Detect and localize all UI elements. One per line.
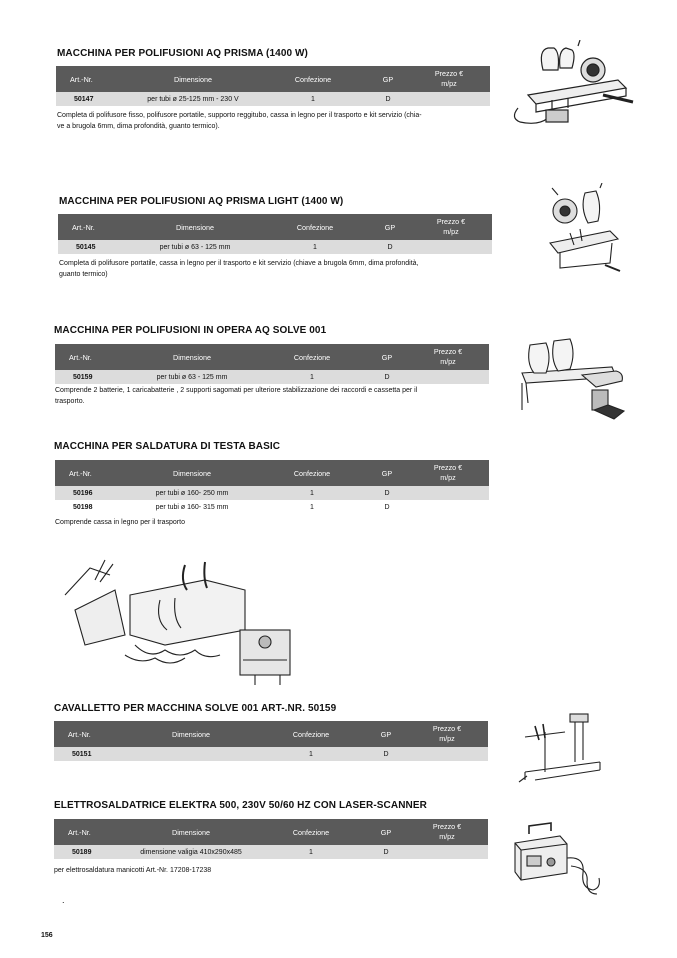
cell-gp: D [367,486,407,500]
table-row [55,370,489,384]
section-title: MACCHINA PER POLIFUSIONI AQ PRISMA (1400 W) [57,48,308,59]
section-description [59,259,419,280]
col-art: Art.-Nr. [54,819,126,845]
col-gp: GP [368,66,408,92]
desc-line: Completa di polifusore portatile, cassa in legno per il trasporto e kit servizio (chiave a brugola 6mm, dima profondità, [59,260,419,267]
cell-price [406,845,488,859]
cell-price [407,486,489,500]
table-header [56,66,490,92]
col-package: Confezione [257,460,367,486]
table-header [54,819,488,845]
section-description [55,518,185,529]
table-row [54,747,488,761]
col-dimension: Dimensione [126,721,256,747]
table-header [54,721,488,747]
product-table-solve-001 [55,344,489,384]
section-title: CAVALLETTO PER MACCHINA SOLVE 001 ART-.NR. 50159 [54,703,337,714]
product-table-prisma [56,66,490,106]
col-price: Prezzo € m/pz [407,344,489,370]
elektra-500-image [505,818,605,896]
col-dimension: Dimensione [127,460,257,486]
col-gp: GP [367,460,407,486]
product-table-butt-welding [55,460,489,514]
table-row [56,92,490,106]
table-row [55,500,489,514]
col-art: Art.-Nr. [55,344,127,370]
page-number: 156 [41,932,53,939]
col-package: Confezione [257,344,367,370]
col-gp: GP [366,819,406,845]
desc-line: Comprende 2 batterie, 1 caricabatterie , 2 supporti sagomati per ulteriore stabilizzazione dei raccordi e cassetta per il [55,387,418,394]
desc-line: guanto termico) [59,270,108,278]
col-package: Confezione [258,66,368,92]
cell-package: 1 [256,845,366,859]
table-row [54,845,488,859]
cell-package: 1 [257,370,367,384]
cell-price [407,500,489,514]
col-dimension: Dimensione [126,819,256,845]
section-title: MACCHINA PER POLIFUSIONI AQ PRISMA LIGHT (1400 W) [59,196,344,207]
cell-price [410,240,492,254]
cell-gp: D [366,747,406,761]
butt-welding-machine-image [55,550,300,700]
col-art: Art.-Nr. [55,460,127,486]
table-row [55,486,489,500]
cell-package: 1 [257,486,367,500]
prisma-light-machine-image [540,183,625,278]
col-dimension: Dimensione [127,344,257,370]
col-package: Confezione [256,819,366,845]
cell-dimension: per tubi ø 63 - 125 mm [127,370,257,384]
col-price: Prezzo € m/pz [410,214,492,240]
col-package: Confezione [256,721,366,747]
col-price: Prezzo € m/pz [407,460,489,486]
cell-dimension: per tubi ø 25-125 mm - 230 V [128,92,258,106]
product-table-elektra-500 [54,819,488,859]
cell-gp: D [368,92,408,106]
desc-line: Completa di polifusore fisso, polifusore portatile, supporto reggitubo, cassa in legno per il trasporto e kit servizio (chia- [57,112,422,119]
cell-package: 1 [256,747,366,761]
product-table-prisma-light [58,214,492,254]
desc-line: ve a brugola 6mm, dima profondità, guanto termico). [57,122,220,130]
cell-art: 50147 [56,92,128,106]
col-price: Prezzo € m/pz [406,819,488,845]
col-price: Prezzo € m/pz [408,66,490,92]
col-price: Prezzo € m/pz [406,721,488,747]
stray-mark: . [62,895,65,905]
cell-art: 50189 [54,845,126,859]
cell-art: 50196 [55,486,127,500]
cell-dimension: dimensione valigia 410x290x485 [126,845,256,859]
col-gp: GP [367,344,407,370]
section-title: MACCHINA PER SALDATURA DI TESTA BASIC [54,441,281,452]
table-header [58,214,492,240]
col-art: Art.-Nr. [56,66,128,92]
solve-001-machine-image [512,335,632,430]
section-description [54,866,211,877]
cell-dimension [126,747,256,761]
cell-gp: D [367,500,407,514]
table-header [55,344,489,370]
cell-price [406,747,488,761]
product-table-stand [54,721,488,761]
cell-price [408,92,490,106]
cell-package: 1 [260,240,370,254]
col-dimension: Dimensione [130,214,260,240]
col-dimension: Dimensione [128,66,258,92]
stand-image [515,712,610,787]
desc-line: Comprende cassa in legno per il trasporto [55,519,185,526]
cell-gp: D [370,240,410,254]
table-header [55,460,489,486]
cell-dimension: per tubi ø 63 - 125 mm [130,240,260,254]
section-title: ELETTROSALDATRICE ELEKTRA 500, 230V 50/60 HZ CON LASER-SCANNER [54,800,427,811]
cell-gp: D [366,845,406,859]
cell-gp: D [367,370,407,384]
table-row [58,240,492,254]
desc-line: trasporto. [55,397,85,405]
col-art: Art.-Nr. [58,214,130,240]
desc-line: per elettrosaldatura manicotti Art.-Nr. 17208-17238 [54,867,212,874]
cell-package: 1 [257,500,367,514]
prisma-machine-image [508,40,638,135]
cell-dimension: per tubi ø 160- 250 mm [127,486,257,500]
cell-package: 1 [258,92,368,106]
cell-art: 50151 [54,747,126,761]
section-title: MACCHINA PER POLIFUSIONI IN OPERA AQ SOLVE 001 [54,325,327,336]
cell-dimension: per tubi ø 160- 315 mm [127,500,257,514]
section-description [57,111,422,132]
section-description [55,386,417,407]
cell-art: 50159 [55,370,127,384]
col-package: Confezione [260,214,370,240]
col-gp: GP [366,721,406,747]
cell-art: 50198 [55,500,127,514]
cell-art: 50145 [58,240,130,254]
col-art: Art.-Nr. [54,721,126,747]
cell-price [407,370,489,384]
col-gp: GP [370,214,410,240]
